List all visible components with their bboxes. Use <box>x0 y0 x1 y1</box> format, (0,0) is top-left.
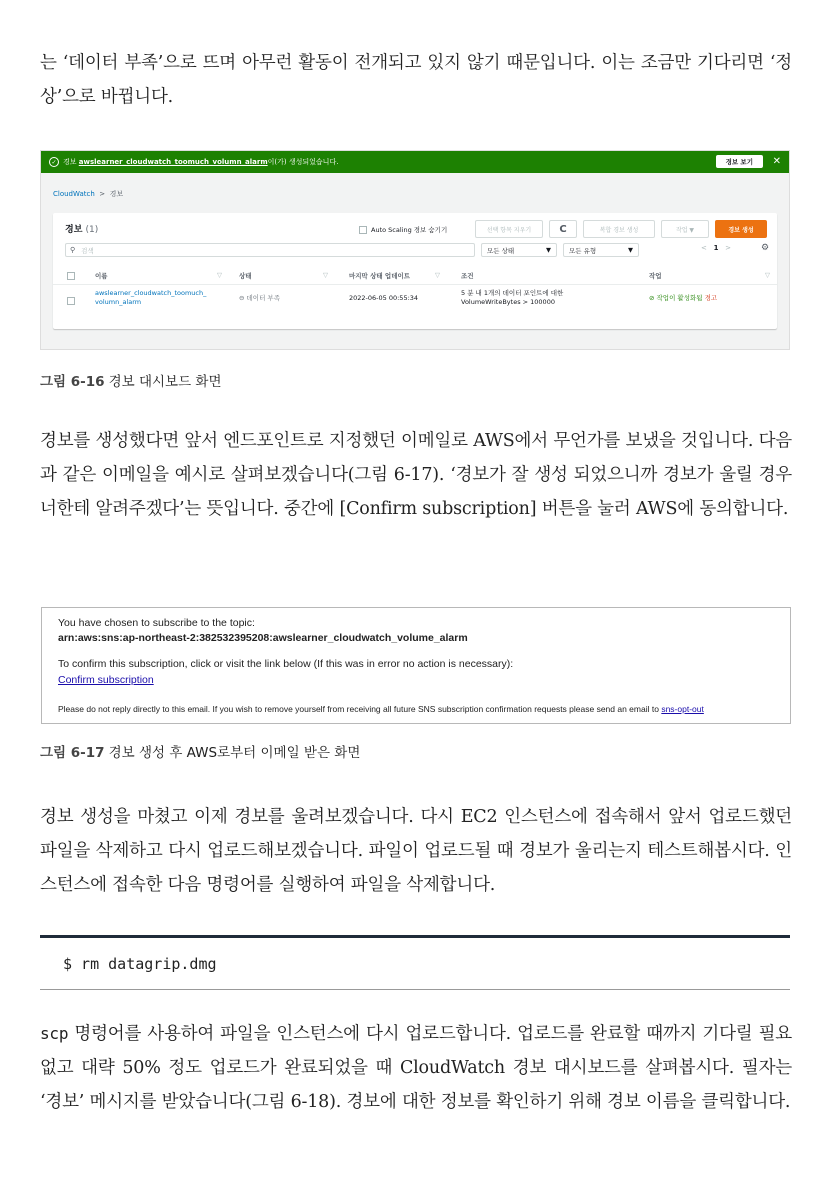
alarm-name-line1: awslearner_cloudwatch_toomuch_ <box>95 289 207 297</box>
view-alarm-button[interactable]: 경보 보기 <box>716 155 763 168</box>
caption-number: 그림 6-17 <box>40 745 105 761</box>
search-icon: ⚲ <box>70 246 76 254</box>
row-checkbox[interactable] <box>67 297 75 305</box>
column-header-actions[interactable]: 작업 <box>649 272 662 280</box>
refresh-button[interactable]: C <box>549 220 577 238</box>
create-composite-button[interactable]: 복합 경보 생성 <box>583 220 655 238</box>
current-page[interactable]: 1 <box>713 244 719 252</box>
type-filter-value: 모든 유형 <box>569 246 597 255</box>
header-divider <box>53 284 777 285</box>
gear-icon[interactable]: ⚙ <box>761 243 770 253</box>
last-update-value: 2022-06-05 00:55:34 <box>349 294 419 302</box>
condition-line2: VolumeWriteBytes > 100000 <box>461 298 555 306</box>
panel-title: 경보 (1) <box>65 225 99 235</box>
alarm-name-link[interactable] <box>95 289 206 307</box>
state-filter-value: 모든 상태 <box>487 246 515 255</box>
inline-code-scp: scp <box>40 1024 69 1043</box>
figure-alarm-dashboard <box>40 150 790 350</box>
close-icon[interactable]: ✕ <box>772 156 781 167</box>
code-block: $ rm datagrip.dmg <box>63 955 217 973</box>
prev-page-button[interactable]: < <box>701 244 707 252</box>
email-line-instructions: To confirm this subscription, click or visit the link below (If this was in error no action is necessary): <box>58 658 514 670</box>
confirm-subscription-link[interactable]: Confirm subscription <box>58 674 154 686</box>
check-circle-icon: ⊘ <box>649 294 655 302</box>
banner-alarm-link[interactable]: awslearner_cloudwatch_toomuch_volumn_alarm <box>78 158 268 166</box>
minus-circle-icon: ⊖ <box>239 294 245 302</box>
caret-down-icon: ▼ <box>546 246 551 254</box>
alarms-panel <box>53 213 777 329</box>
breadcrumb <box>53 189 123 199</box>
banner-suffix: 이(가) 생성되었습니다. <box>267 158 339 166</box>
paragraph-intro: 는 ‘데이터 부족’으로 뜨며 아무런 활동이 전개되고 있지 않기 때문입니다. 이는 조금만 기다리면 ‘정상’으로 바뀝니다. <box>40 53 792 107</box>
sort-icon[interactable]: ▽ <box>435 271 440 279</box>
search-placeholder: 검색 <box>81 246 94 255</box>
type-filter-select[interactable] <box>563 243 639 257</box>
select-all-checkbox[interactable] <box>67 272 75 280</box>
autoscaling-toggle[interactable] <box>359 225 447 234</box>
caret-down-icon: ▼ <box>628 246 633 254</box>
pagination <box>701 244 731 252</box>
email-footer <box>58 704 704 714</box>
caption-number: 그림 6-16 <box>40 374 105 390</box>
email-line-topic-intro: You have chosen to subscribe to the topic: <box>58 617 255 629</box>
code-block-bottom-border <box>40 989 790 990</box>
condition-line1: 5 분 내 1개의 데이터 포인트에 대한 <box>461 289 564 297</box>
figure-caption-6-17 <box>40 741 360 761</box>
sort-icon[interactable]: ▽ <box>217 271 222 279</box>
alarm-state-text: 데이터 부족 <box>246 294 280 302</box>
code-block-top-border <box>40 935 790 938</box>
email-topic-arn: arn:aws:sns:ap-northeast-2:382532395208:awslearner_cloudwatch_volume_alarm <box>58 632 468 644</box>
figure-sns-email <box>41 607 791 724</box>
clear-selection-button[interactable]: 선택 항목 지우기 <box>475 220 543 238</box>
actions-status <box>649 294 717 303</box>
warning-text: 경고 <box>704 294 718 302</box>
check-circle-icon: ✓ <box>49 157 59 167</box>
breadcrumb-separator: > <box>99 190 106 198</box>
alarm-name-line2: volumn_alarm <box>95 298 142 306</box>
autoscaling-label: Auto Scaling 경보 숨기기 <box>371 226 448 234</box>
column-header-last-update[interactable]: 마지막 상태 업데이트 <box>349 272 411 280</box>
figure-caption-6-16 <box>40 370 222 390</box>
condition-value <box>461 289 563 307</box>
sns-opt-out-link[interactable]: sns-opt-out <box>661 704 704 714</box>
paragraph-upload <box>40 1017 792 1119</box>
sort-icon[interactable]: ▽ <box>323 271 328 279</box>
create-alarm-button[interactable]: 경보 생성 <box>715 220 767 238</box>
breadcrumb-cloudwatch[interactable]: CloudWatch <box>53 190 95 198</box>
paragraph-email: 경보를 생성했다면 앞서 엔드포인트로 지정했던 이메일로 AWS에서 무언가를 보냈을 것입니다. 다음과 같은 이메일을 예시로 살펴보겠습니다(그림 6-17). ‘경보가 잘 생성 되었으니까 경보가 울릴 경우 너한테 알려주겠다’는 뜻입니다. 중간에 [Confirm subscription] 버튼을 눌러 AWS에 동의합니다. <box>40 431 792 519</box>
banner-prefix: 경보 <box>63 158 77 166</box>
alarm-count: (1) <box>85 225 99 235</box>
actions-dropdown[interactable]: 작업 ▼ <box>661 220 709 238</box>
autoscaling-checkbox[interactable] <box>359 226 367 234</box>
caption-text: 경보 생성 후 AWS로부터 이메일 받은 화면 <box>108 745 361 761</box>
breadcrumb-current: 경보 <box>109 190 124 198</box>
success-banner <box>41 151 789 173</box>
paragraph-trigger: 경보 생성을 마쳤고 이제 경보를 울려보겠습니다. 다시 EC2 인스턴스에 접속해서 앞서 업로드했던 파일을 삭제하고 다시 업로드해보겠습니다. 파일이 업로드될 때 경보가 울리는지 테스트해봅시다. 인스턴스에 접속한 다음 명령어를 실행하여 파일을 삭제합니다. <box>40 807 792 895</box>
actions-enabled-text: 작업이 활성화됨 <box>656 294 703 302</box>
column-header-name[interactable]: 이름 <box>95 272 108 280</box>
next-page-button[interactable]: > <box>725 244 731 252</box>
column-header-condition[interactable]: 조건 <box>461 272 474 280</box>
email-footer-text: Please do not reply directly to this email. If you wish to remove yourself from receiving all future SNS subscription confirmation requests please send an email to <box>58 704 659 714</box>
sort-icon[interactable]: ▽ <box>765 271 770 279</box>
alarm-state <box>239 294 280 303</box>
search-input[interactable] <box>65 243 475 257</box>
state-filter-select[interactable] <box>481 243 557 257</box>
caption-text: 경보 대시보드 화면 <box>108 374 222 390</box>
paragraph-upload-text: 명령어를 사용하여 파일을 인스턴스에 다시 업로드합니다. 업로드를 완료할 때까지 기다릴 필요 없고 대략 50% 정도 업로드가 완료되었을 때 CloudWatch 경보 대시보드를 살펴봅시다. 필자는 ‘경보’ 메시지를 받았습니다(그림 6-18). 경보에 대한 정보를 확인하기 위해 경보 이름을 클릭합니다. <box>40 1024 792 1112</box>
column-header-state[interactable]: 상태 <box>239 272 252 280</box>
